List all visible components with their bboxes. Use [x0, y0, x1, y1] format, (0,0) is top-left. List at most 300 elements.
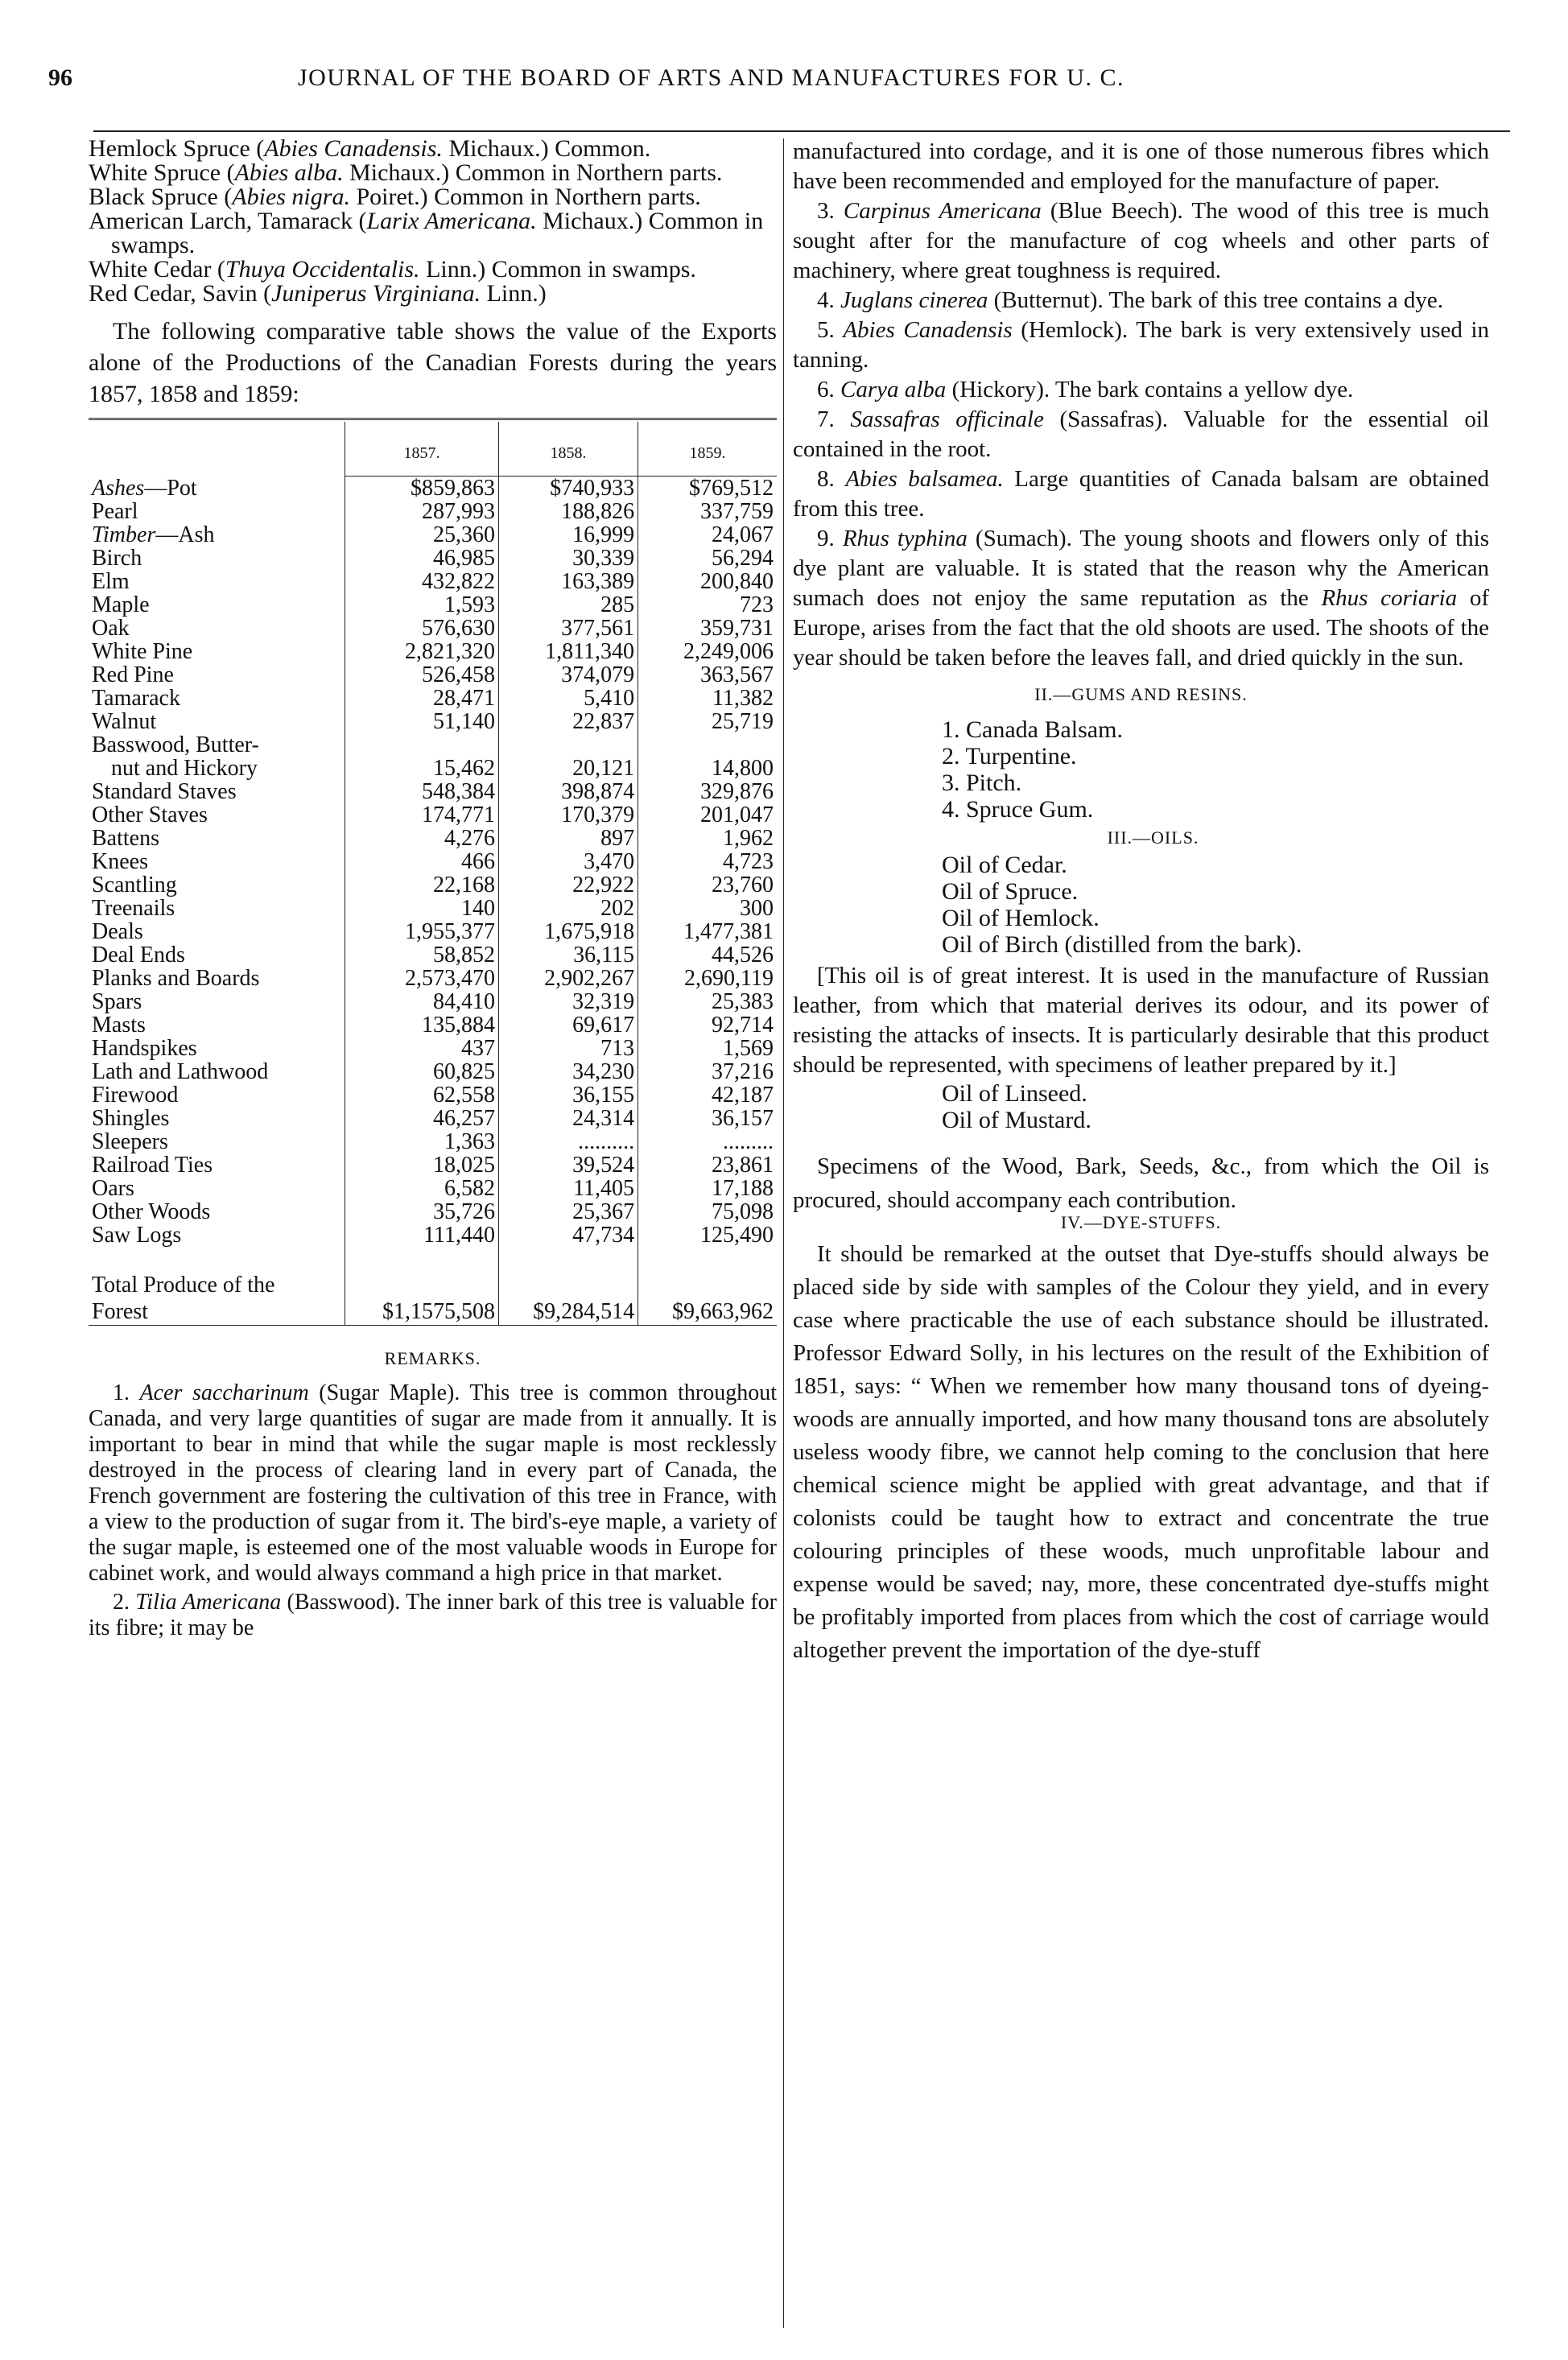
row-label: [89, 617, 345, 640]
remark-item: [89, 1590, 777, 1641]
species-note: Common.: [555, 135, 651, 162]
value-1859: 200,840: [700, 569, 774, 594]
row-label: [89, 640, 345, 663]
remark-item: [793, 405, 1489, 464]
remark-text: (Sugar Maple). This tree is common throughout Canada, and very large quantities of sugar are made from it annually. It is important to bear in mind that while the sugar maple is most recklessly destroyed in the process of clearing land in every part of Canada, the French government are fostering the cultivation of this tree in France, with a view to the production of sugar from it. The bird's-eye maple, a variety of the sugar maple, is esteemed one of the most valuable woods in Europe for cabinet work, and would always command a high price in that market.: [89, 1380, 777, 1586]
row-label: [89, 897, 345, 920]
remark-text: (Blue Beech). The wood of this tree is much sought after for the manufacture of cog wheels and other parts of machinery, where great toughness is required.: [793, 198, 1489, 283]
value-1858: 398,874: [499, 780, 638, 803]
value-1858: $740,933: [499, 477, 638, 501]
table-spacer-row: [89, 1247, 777, 1270]
value-1858: 202: [499, 897, 638, 920]
row-label-item: Firewood: [92, 1083, 179, 1108]
species-list: [89, 137, 777, 306]
table-row: [89, 1013, 777, 1037]
value-1857: 62,558: [345, 1083, 499, 1107]
value-1857: 287,993: [345, 500, 499, 523]
row-label-item: Spars: [92, 989, 142, 1014]
oil-item: Oil of Mustard.: [942, 1107, 1091, 1133]
species-note: Common in Northern parts.: [434, 184, 701, 210]
spacer-cell: [89, 1247, 345, 1270]
gum-item: 1. Canada Balsam.: [942, 716, 1123, 743]
species-entry: [89, 161, 777, 185]
remark-latin-name: Rhus coriaria: [1321, 585, 1458, 611]
column-header-1857: 1857.: [345, 422, 499, 477]
remark-number: 6.: [817, 377, 840, 402]
value-1857: 25,360: [345, 523, 499, 547]
table-row: [89, 850, 777, 873]
value-1858: [499, 733, 638, 757]
column-header-1858: 1858.: [499, 422, 638, 477]
row-label: [89, 523, 345, 547]
value-1857: 6,582: [345, 1177, 499, 1200]
value-1859: 75,098: [712, 1199, 774, 1224]
table-row: [89, 897, 777, 920]
table-bottom-rule-row: [89, 1326, 777, 1335]
value-1857: 28,471: [345, 687, 499, 710]
table-row: [89, 733, 777, 757]
value-1859: 44,526: [712, 943, 774, 968]
row-label-item: Maple: [92, 592, 150, 617]
row-label: [89, 733, 345, 757]
species-note: Common in Northern parts.: [455, 159, 723, 186]
table-row: [89, 1177, 777, 1200]
value-1858: 36,115: [499, 943, 638, 967]
row-label: [89, 827, 345, 850]
value-1857: 58,852: [345, 943, 499, 967]
row-label: [89, 1223, 345, 1247]
remark-item: [793, 196, 1489, 286]
row-label-item: Tamarack: [92, 686, 180, 711]
value-1859: 723: [740, 592, 774, 617]
value-1858: 1,811,340: [499, 640, 638, 663]
remark-number: 2.: [113, 1590, 136, 1615]
spacer-cell: [638, 1247, 777, 1270]
row-label-category: Timber: [92, 522, 156, 547]
remark-latin-name: Rhus typhina: [842, 526, 968, 551]
remarks-continued: [793, 196, 1489, 673]
row-label-item: Masts: [92, 1013, 146, 1038]
value-1857: [345, 733, 499, 757]
row-label-item: Standard Staves: [92, 779, 237, 804]
remark-text: Large quantities of Canada balsam are obtained from this tree.: [793, 466, 1489, 522]
row-label: [89, 1107, 345, 1130]
remark-number: 5.: [817, 317, 844, 343]
species-entry: [89, 137, 777, 161]
remark-text: (Butternut). The bark of this tree contains a dye.: [988, 287, 1443, 313]
value-1858: 11,405: [499, 1177, 638, 1200]
remark-number: 3.: [817, 198, 844, 224]
value-1857: 548,384: [345, 780, 499, 803]
table-row: [89, 617, 777, 640]
row-label-item: Birch: [92, 546, 142, 571]
exports-table: [89, 422, 777, 1334]
row-label-item: Basswood, Butter-: [92, 732, 259, 757]
table-row: [89, 1107, 777, 1130]
total-1859: $9,663,962: [672, 1299, 774, 1324]
row-label-item: Other Staves: [92, 802, 208, 827]
oil-note: [This oil is of great interest. It is used in the manufacture of Russian leather, from which that material derives its odour, and its power of resisting the attacks of insects. It is particularly desirable that this product should be represented, with specimens of leather prepared by it.]: [793, 963, 1489, 1078]
species-latin-name: Abies alba.: [234, 159, 344, 186]
value-1859: 329,876: [700, 779, 774, 804]
species-latin-name: Abies nigra.: [232, 184, 350, 210]
total-1857: $1,1575,508: [345, 1270, 499, 1326]
value-1859: 359,731: [700, 616, 774, 641]
value-1857: 46,257: [345, 1107, 499, 1130]
value-1857: 15,462: [345, 757, 499, 780]
species-authority: Michaux.): [442, 135, 555, 162]
value-1857: 174,771: [345, 803, 499, 827]
remark-latin-name: Tilia Americana: [135, 1590, 282, 1615]
remark-text: (Basswood). The inner bark of this tree is valuable for its fibre; it may be: [89, 1590, 778, 1640]
remark-number: 1.: [113, 1380, 140, 1405]
row-label: [89, 1083, 345, 1107]
species-latin-name: Larix Americana.: [366, 208, 537, 234]
row-label-item: —Pot: [144, 475, 197, 501]
dye-stuffs-heading: IV.—DYE-STUFFS.: [1060, 1212, 1222, 1232]
remark-text: of Europe, arises from the fact that the old shoots are used. The shoots of the year should be taken before the leaves fall, and dried quickly in the sun.: [793, 585, 1489, 670]
value-1857: 2,821,320: [345, 640, 499, 663]
value-1857: 140: [345, 897, 499, 920]
running-head: JOURNAL OF THE BOARD OF ARTS AND MANUFACTURES FOR U. C.: [298, 64, 1124, 91]
row-label-item: Oak: [92, 616, 130, 641]
table-row: [89, 920, 777, 943]
row-label-item: Shingles: [92, 1106, 170, 1131]
value-1858: 20,121: [499, 757, 638, 780]
total-label: [89, 1270, 345, 1326]
table-row: [89, 640, 777, 663]
row-label: [89, 477, 345, 501]
remark-item: [793, 524, 1489, 673]
row-label: [89, 943, 345, 967]
value-1859: 2,690,119: [684, 966, 774, 991]
oils-list-2: [793, 1080, 1489, 1133]
row-label-item: Pearl: [92, 499, 138, 524]
species-latin-name: Juniperus Virginiana.: [271, 280, 481, 307]
column-divider: [783, 138, 784, 2328]
value-1858: 22,922: [499, 873, 638, 897]
value-1858: 47,734: [499, 1223, 638, 1247]
value-1858: 24,314: [499, 1107, 638, 1130]
table-row: [89, 803, 777, 827]
table-body: [89, 477, 777, 1335]
remark-item: [793, 286, 1489, 316]
table-row: [89, 827, 777, 850]
table-row: [89, 1200, 777, 1223]
value-1858: 2,902,267: [499, 967, 638, 990]
continuation-text: manufactured into cordage, and it is one of those numerous fibres which have been recommended and employed for the manufacture of paper.: [793, 138, 1489, 194]
value-1857: $859,863: [345, 477, 499, 501]
value-1858: 170,379: [499, 803, 638, 827]
species-entry: [89, 258, 777, 282]
species-authority: Michaux.): [536, 208, 649, 234]
value-1857: 2,573,470: [345, 967, 499, 990]
spacer-cell: [499, 1247, 638, 1270]
row-label-item: Railroad Ties: [92, 1153, 213, 1178]
oil-item: Oil of Linseed.: [942, 1080, 1087, 1107]
row-label: [89, 500, 345, 523]
column-header-1859: 1859.: [638, 422, 777, 477]
value-1859: 1,569: [723, 1036, 774, 1061]
row-label-item: Elm: [92, 569, 130, 594]
remark-item: [793, 464, 1489, 524]
table-row: [89, 1223, 777, 1247]
value-1858: 32,319: [499, 990, 638, 1013]
value-1859: 125,490: [700, 1223, 774, 1248]
table-row: [89, 943, 777, 967]
oil-item: Oil of Birch (distilled from the bark).: [942, 931, 1302, 958]
species-authority: Poiret.): [349, 184, 435, 210]
left-column: [89, 137, 777, 2326]
species-common-name: Hemlock Spruce (: [89, 135, 265, 162]
value-1858: 16,999: [499, 523, 638, 547]
value-1857: 576,630: [345, 617, 499, 640]
species-latin-name: Abies Canadensis.: [264, 135, 443, 162]
remark-latin-name: Sassafras officinale: [850, 406, 1044, 432]
table-header-row: [89, 422, 777, 477]
value-1859: 1,477,381: [683, 919, 774, 944]
gums-heading: II.—GUMS AND RESINS.: [1034, 684, 1248, 704]
remark-latin-name: Abies balsamea.: [845, 466, 1004, 492]
value-1858: 713: [499, 1037, 638, 1060]
value-1858: 374,079: [499, 663, 638, 687]
table-row: [89, 687, 777, 710]
dye-stuffs-paragraph: It should be remarked at the outset that Dye-stuffs should always be placed side by side with samples of the Colour they yield, and in every case where practicable the use of each substance should be illustrated. Professor Edward Solly, in his lectures on the result of the Exhibition of 1851, says: “ When we remember how many thousand tons of dyeing-woods are annually imported, and how many thousand tons are absolutely useless woody fibre, we cannot help coming to the conclusion that here chemical science might be applied with great advantage, and that if colonists could be taught how to extract and concentrate the true colouring principles of these woods, much unprofitable labour and expense would be saved; nay, more, these concentrated dye-stuffs might be profitably imported from places from which the cost of carriage would altogether prevent the importation of the dye-stuff: [793, 1241, 1489, 1663]
row-label: [89, 570, 345, 593]
value-1858: 36,155: [499, 1083, 638, 1107]
value-1859: $769,512: [689, 476, 774, 501]
header-blank: [89, 422, 345, 477]
row-label: [89, 1037, 345, 1060]
row-label: [89, 780, 345, 803]
value-1858: 897: [499, 827, 638, 850]
table-row: [89, 873, 777, 897]
row-label: [89, 547, 345, 570]
row-label-item: Sleepers: [92, 1129, 168, 1154]
oil-item: Oil of Hemlock.: [942, 905, 1100, 931]
total-label-line-1: Total Produce of the: [92, 1273, 275, 1298]
table-row: [89, 990, 777, 1013]
value-1859: 25,719: [712, 709, 774, 734]
remark-number: 8.: [817, 466, 846, 492]
row-label-item: Oars: [92, 1176, 134, 1201]
value-1857: 437: [345, 1037, 499, 1060]
oils-heading: III.—OILS.: [1107, 827, 1199, 848]
table-row: [89, 757, 777, 780]
species-common-name: Red Cedar, Savin (: [89, 280, 272, 307]
value-1859: 42,187: [712, 1083, 774, 1108]
value-1859: 36,157: [712, 1106, 774, 1131]
value-1857: 1,955,377: [345, 920, 499, 943]
right-column: [793, 137, 1489, 2326]
row-label: [89, 1013, 345, 1037]
gums-list: [793, 716, 1489, 823]
value-1858: ..........: [499, 1130, 638, 1153]
row-label: [89, 920, 345, 943]
remark-latin-name: Juglans cinerea: [840, 287, 988, 313]
value-1857: 1,363: [345, 1130, 499, 1153]
row-label: [89, 850, 345, 873]
remark-number: 7.: [817, 406, 851, 432]
table-row: [89, 547, 777, 570]
remark-text: (Sassafras). Valuable for the essential oil contained in the root.: [793, 406, 1489, 462]
species-authority: Linn.): [419, 256, 492, 283]
value-1859: [638, 733, 777, 757]
row-label-item: Battens: [92, 826, 159, 851]
value-1859: 25,383: [712, 989, 774, 1014]
row-label-item: Treenails: [92, 896, 175, 921]
row-label-item: Lath and Lathwood: [92, 1059, 269, 1084]
row-label: [89, 1153, 345, 1177]
value-1859: 23,861: [712, 1153, 774, 1178]
row-label: [89, 873, 345, 897]
value-1859: 17,188: [712, 1176, 774, 1201]
value-1859: 1,962: [723, 826, 774, 851]
gum-item: 4. Spruce Gum.: [942, 796, 1094, 823]
value-1857: 466: [345, 850, 499, 873]
species-entry: [89, 185, 777, 209]
row-label-item: Red Pine: [92, 662, 174, 687]
value-1858: 69,617: [499, 1013, 638, 1037]
remarks-list: [89, 1380, 777, 1641]
value-1858: 5,410: [499, 687, 638, 710]
species-common-name: White Spruce (: [89, 159, 235, 186]
value-1858: 188,826: [499, 500, 638, 523]
total-1858: $9,284,514: [499, 1270, 638, 1326]
table-row: [89, 967, 777, 990]
remarks-heading: REMARKS.: [384, 1348, 481, 1368]
oil-item: Oil of Cedar.: [942, 852, 1067, 878]
species-common-name: Black Spruce (: [89, 184, 233, 210]
row-label: [89, 1060, 345, 1083]
remark-latin-name: Abies Canadensis: [843, 317, 1013, 343]
value-1858: 1,675,918: [499, 920, 638, 943]
value-1859: 337,759: [700, 499, 774, 524]
value-1858: 163,389: [499, 570, 638, 593]
row-label-category: Ashes: [92, 475, 145, 501]
intro-paragraph: The following comparative table shows the value of the Exports alone of the Productions of the Canadian Forests during the years 1857, 1858 and 1859:: [89, 318, 777, 407]
value-1857: 526,458: [345, 663, 499, 687]
remark-item: [793, 316, 1489, 375]
value-1857: 46,985: [345, 547, 499, 570]
row-label-item: Deal Ends: [92, 943, 185, 968]
species-common-name: American Larch, Tamarack (: [89, 208, 367, 234]
table-row: [89, 570, 777, 593]
row-label-item: White Pine: [92, 639, 193, 664]
table-row: [89, 1060, 777, 1083]
total-row: [89, 1270, 777, 1326]
value-1859: 2,249,006: [683, 639, 774, 664]
species-entry: [89, 282, 777, 306]
table-row: [89, 780, 777, 803]
value-1859: 37,216: [712, 1059, 774, 1084]
row-label: [89, 1200, 345, 1223]
table-row: [89, 593, 777, 617]
value-1859: 14,800: [712, 756, 774, 781]
species-note: Common in swamps.: [491, 256, 696, 283]
row-label: [89, 967, 345, 990]
value-1857: 35,726: [345, 1200, 499, 1223]
species-common-name: White Cedar (: [89, 256, 225, 283]
table-row: [89, 663, 777, 687]
row-label: [89, 687, 345, 710]
row-label-item: —Ash: [155, 522, 215, 547]
row-label: [89, 593, 345, 617]
row-label: [89, 990, 345, 1013]
species-entry: [89, 209, 777, 258]
species-note: Common in swamps.: [111, 208, 764, 258]
oil-item: Oil of Spruce.: [942, 878, 1079, 905]
specimens-paragraph: Specimens of the Wood, Bark, Seeds, &c., from which the Oil is procured, should accompany each contribution.: [793, 1153, 1489, 1213]
row-label-item: Walnut: [92, 709, 157, 734]
row-label-item: Other Woods: [92, 1199, 211, 1224]
row-label-item: Knees: [92, 849, 148, 874]
row-label: [89, 1130, 345, 1153]
value-1858: 377,561: [499, 617, 638, 640]
table-row: [89, 1037, 777, 1060]
gum-item: 3. Pitch.: [942, 769, 1022, 796]
value-1857: 111,440: [345, 1223, 499, 1247]
value-1858: 34,230: [499, 1060, 638, 1083]
header-rule: [93, 130, 1510, 132]
value-1858: 285: [499, 593, 638, 617]
oils-list: [793, 852, 1489, 958]
value-1857: 51,140: [345, 710, 499, 733]
row-label-item: Deals: [92, 919, 143, 944]
row-label-item: Scantling: [92, 873, 177, 897]
row-label-item: Saw Logs: [92, 1223, 182, 1248]
table-row: [89, 1153, 777, 1177]
value-1859: 92,714: [712, 1013, 774, 1038]
page-header: [48, 64, 1304, 113]
remark-number: 9.: [817, 526, 843, 551]
row-label-item: nut and Hickory: [111, 756, 258, 781]
remark-number: 4.: [817, 287, 840, 313]
gum-item: 2. Turpentine.: [942, 743, 1077, 769]
row-label: [89, 803, 345, 827]
value-1857: 4,276: [345, 827, 499, 850]
table-row: [89, 523, 777, 547]
value-1858: 25,367: [499, 1200, 638, 1223]
table-bottom-rule: [89, 1326, 777, 1335]
page-number: 96: [48, 64, 72, 91]
value-1859: 363,567: [700, 662, 774, 687]
value-1857: 84,410: [345, 990, 499, 1013]
value-1859: 300: [740, 896, 774, 921]
total-label-line-2: Forest: [92, 1299, 148, 1324]
table-row: [89, 1083, 777, 1107]
value-1859: 201,047: [700, 802, 774, 827]
value-1857: 432,822: [345, 570, 499, 593]
value-1858: 30,339: [499, 547, 638, 570]
value-1857: 60,825: [345, 1060, 499, 1083]
remark-item: [89, 1380, 777, 1586]
value-1857: 18,025: [345, 1153, 499, 1177]
remark-text: (Hemlock). The bark is very extensively used in tanning.: [793, 317, 1489, 373]
table-row: [89, 500, 777, 523]
row-label: [89, 1177, 345, 1200]
value-1859: .........: [723, 1129, 774, 1154]
remark-text: (Sumach). The young shoots and flowers only of this dye plant are valuable. It is stated that the reason why the American sumach does not enjoy the same reputation as the: [793, 526, 1489, 611]
row-label-item: Planks and Boards: [92, 966, 260, 991]
value-1857: 1,593: [345, 593, 499, 617]
value-1859: 4,723: [723, 849, 774, 874]
remark-text: (Hickory). The bark contains a yellow dye.: [946, 377, 1354, 402]
species-latin-name: Thuya Occidentalis.: [225, 256, 420, 283]
remark-latin-name: Carya alba: [840, 377, 947, 402]
value-1859: 56,294: [712, 546, 774, 571]
table-row: [89, 710, 777, 733]
